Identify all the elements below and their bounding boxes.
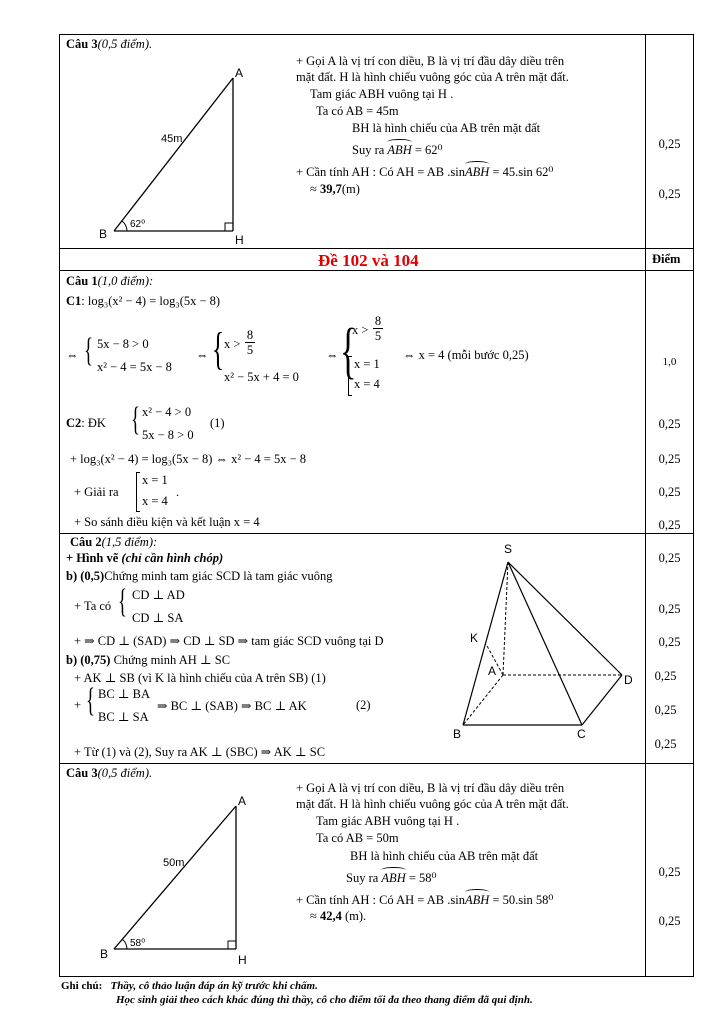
q2-line-7-tag: (2) <box>356 698 371 712</box>
table-top-border <box>59 34 694 35</box>
top-angle-arc <box>122 221 127 231</box>
top-score-2: 0,25 <box>658 187 681 201</box>
score-column-divider <box>645 34 646 977</box>
footer-note-1: Ghi chú: Thầy, cô thảo luận đáp án kỹ trước khi chấm. <box>61 980 318 992</box>
q1-step1-a: 5x − 8 > 0 <box>97 337 149 351</box>
q2-line-3-pre: + Ta có <box>74 599 112 613</box>
label-c: C <box>577 727 586 741</box>
q2-line-1: + Hình vẽ (chỉ cần hình chóp) <box>66 551 224 565</box>
q1-c2-brace: { <box>131 401 140 438</box>
top-line-6: Suy ra ABH = 62⁰ <box>352 142 443 158</box>
q1-score-3: 0,25 <box>658 485 681 499</box>
q1-line-2: + log₃(x² − 4) = log₃(5x − 8) ⇔ x² − 4 = 5x − 8 <box>70 452 307 466</box>
top-line-2: mặt đất. H là hình chiếu vuông góc của A trên mặt đất. <box>296 70 569 84</box>
q2-line-7-a: BC ⊥ BA <box>98 687 151 701</box>
q1-c1-line: C1: log₃(x² − 4) = log₃(5x − 8) <box>66 294 221 308</box>
q3-line-4: Ta có AB = 50m <box>316 831 399 845</box>
top-line-8: ≈ 39,7(m) <box>310 182 360 196</box>
q1-score-4: 0,25 <box>658 518 681 532</box>
q3-line-2: mặt đất. H là hình chiếu vuông góc của A trên mặt đất. <box>296 797 569 811</box>
q3-score-1: 0,25 <box>658 865 681 879</box>
q3-label-b: B <box>100 947 109 961</box>
q3-line-6: Suy ra ABH = 58⁰ <box>346 870 437 886</box>
q1-c2-label: C2: ĐK <box>66 416 106 430</box>
q2-score-3: 0,25 <box>658 635 681 649</box>
q1-step2-frac: $\frac{8}{5}$ <box>246 328 254 357</box>
q3-line-1: + Gọi A là vị trí con diều, B là vị trí đầu dây diều trên <box>296 781 565 795</box>
q3-line-3: Tam giác ABH vuông tại H . <box>316 814 460 828</box>
q1-c2-a: x² − 4 > 0 <box>142 405 192 419</box>
q2-line-3-brace: { <box>118 583 127 620</box>
row-divider-3 <box>59 533 694 534</box>
q1-iff-3: ⇔ <box>326 348 339 362</box>
q2-line-7-post: ⇒ BC ⊥ (SAB) ⇒ BC ⊥ AK <box>157 699 307 713</box>
q1-step3-b: x = 1 <box>354 357 380 371</box>
pyramid-figure <box>448 538 638 743</box>
label-a: A <box>488 664 497 678</box>
top-side-ab <box>114 78 233 231</box>
q3-label-h: H <box>238 953 247 967</box>
q1-step3-c: x = 4 <box>354 377 380 391</box>
q1-line-3-a: x = 1 <box>142 473 168 487</box>
q1-brace-3: { <box>340 317 357 385</box>
q1-step2-b: x² − 5x + 4 = 0 <box>224 370 299 384</box>
top-right-angle-mark <box>225 223 233 231</box>
edge-ab <box>463 675 503 725</box>
label-s: S <box>504 542 513 556</box>
q2-line-2: b) (0,5)Chứng minh tam giác SCD là tam giác vuông <box>66 569 333 583</box>
q1-line-3: + Giải ra <box>74 485 119 499</box>
q1-iff-1: ⇔ <box>66 348 79 362</box>
q3-label-a: A <box>238 794 247 808</box>
q2-line-4: + ⇒ CD ⊥ (SAD) ⇒ CD ⊥ SD ⇒ tam giác SCD vuông tại D <box>74 634 384 648</box>
q1-brace-2: { <box>212 323 225 374</box>
q3-side-ab <box>114 806 236 949</box>
q1-brace-1: { <box>84 332 93 369</box>
q1-score-1: 0,25 <box>658 417 681 431</box>
q1-c2-tag: (1) <box>210 416 225 430</box>
q3-angle-hat <box>381 867 405 873</box>
row-divider-4 <box>59 763 694 764</box>
edge-sd <box>508 562 622 675</box>
label-k: K <box>470 631 479 645</box>
top-label-b: B <box>99 227 108 241</box>
section-title: Đề 102 và 104 <box>318 251 419 270</box>
top-angle-hat <box>387 139 411 145</box>
q3-line-7: + Cần tính AH : Có AH = AB .sin ABH = 50.sin 58⁰ <box>296 892 553 908</box>
top-line-7: + Cần tính AH : Có AH = AB .sin ABH = 45.sin 62⁰ <box>296 164 553 180</box>
top-triangle-figure <box>95 60 255 250</box>
top-line-4: Ta có AB = 45m <box>316 104 399 118</box>
top-line-3: Tam giác ABH vuông tại H . <box>310 87 454 101</box>
q2-score-2: 0,25 <box>658 602 681 616</box>
q2-line-7-b: BC ⊥ SA <box>98 710 149 724</box>
q2-line-7-pre: + <box>74 698 82 712</box>
top-label-a: A <box>235 66 244 80</box>
q2-line-6: + AK ⊥ SB (vì K là hình chiếu của A trên SB) (1) <box>74 671 326 685</box>
q3-line-5: BH là hình chiếu của AB trên mặt đất <box>350 849 539 863</box>
top-score-1: 0,25 <box>658 137 681 151</box>
label-d: D <box>624 673 633 687</box>
top-label-side: 45m <box>161 133 183 145</box>
q2-score-1: 0,25 <box>658 551 681 565</box>
score-header: Điểm <box>652 252 681 266</box>
q1-score-2: 0,25 <box>658 452 681 466</box>
q2-line-8: + Từ (1) và (2), Suy ra AK ⊥ (SBC) ⇒ AK ⊥ SC <box>74 745 326 759</box>
q2-line-3-b: CD ⊥ SA <box>132 611 184 625</box>
q1-step1-b: x² − 4 = 5x − 8 <box>97 360 172 374</box>
top-label-angle: 62⁰ <box>130 219 146 230</box>
top-line-1: + Gọi A là vị trí con diều, B là vị trí đầu dây diều trên <box>296 54 565 68</box>
q1-step3-frac: $\frac{8}{5}$ <box>374 314 382 343</box>
q2-line-3-a: CD ⊥ AD <box>132 588 185 602</box>
q1-result: ⇔ x = 4 (mỗi bước 0,25) <box>403 348 529 362</box>
q1-step3-a: x > <box>352 323 369 337</box>
top-line-5: BH là hình chiếu của AB trên mặt đất <box>352 121 541 135</box>
q1-c2-b: 5x − 8 > 0 <box>142 428 194 442</box>
q1-heading: Câu 1(1,0 điểm): <box>66 274 154 288</box>
q3-heading: Câu 3(0,5 điểm). <box>66 766 153 780</box>
q1-score-c1: 1,0 <box>662 356 677 368</box>
q3-label-angle: 58⁰ <box>130 938 146 949</box>
q2-score-6: 0,25 <box>654 737 677 751</box>
q1-iff-2: ⇔ <box>196 348 209 362</box>
q1-step2-a: x > <box>224 337 241 351</box>
q2-score-4: 0,25 <box>654 669 677 683</box>
table-left-border <box>59 34 60 977</box>
q3-line-8: ≈ 42,4 (m). <box>310 909 367 923</box>
table-bottom-border <box>59 976 694 977</box>
q2-score-5: 0,25 <box>654 703 677 717</box>
q3-score-2: 0,25 <box>658 914 681 928</box>
edge-cd <box>582 675 622 725</box>
q3-angle-arc <box>122 939 127 949</box>
top-question-heading: Câu 3(0,5 điểm). <box>66 37 153 51</box>
label-b: B <box>453 727 462 741</box>
q2-line-5: b) (0,75) Chứng minh AH ⊥ SC <box>66 653 231 667</box>
q2-heading: Câu 2(1,5 điểm): <box>70 535 158 549</box>
footer-note-2: Học sinh giải theo cách khác đúng thì thầy, cô cho điểm tối đa theo thang điểm đã qui định. <box>116 994 533 1006</box>
q3-label-side: 50m <box>163 857 185 869</box>
q3-triangle-figure <box>95 788 255 973</box>
q1-line-3-dot: . <box>176 485 180 499</box>
q3-right-angle-mark <box>228 941 236 949</box>
q2-line-7-brace: { <box>86 682 95 719</box>
table-right-border <box>693 34 694 977</box>
q1-bracket-3 <box>348 356 352 396</box>
q1-line-3-bracket <box>136 472 140 512</box>
top-label-h: H <box>235 233 244 247</box>
q1-line-3-b: x = 4 <box>142 494 168 508</box>
edge-sc <box>508 562 582 725</box>
q1-line-4: + So sánh điều kiện và kết luận x = 4 <box>74 515 260 529</box>
